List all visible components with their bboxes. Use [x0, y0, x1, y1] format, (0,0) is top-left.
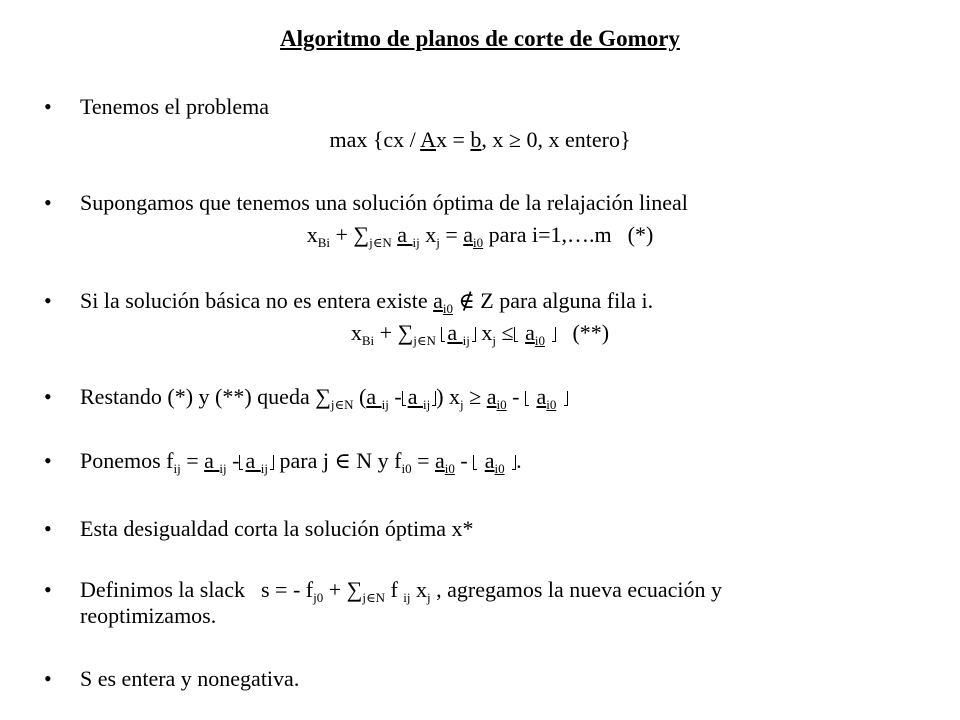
equation-starstar: $x_{Bi} + \sum_{j\in N}$ a $_{ij}$ $x_j \le a_{i0}$ (**) [350, 320, 610, 348]
bullet-dot: • [44, 448, 52, 473]
bullet-dot: • [44, 94, 52, 119]
bullet-text: Restando (*) y (**) queda $\sum_{j\in N}$ (a $_{ij}$ - a $_{ij}$ ) $x_j \ge a_{i0} - a_{i0}$ [80, 384, 568, 418]
bullet-dot: • [44, 288, 52, 313]
bullet-text: Ponemos $f_{ij} = a$ $_{ij}$ - a $_{ij}$ para j ∈ N y $f_{i0} = a_{i0} - a_{i0}$ . [80, 448, 522, 476]
problem-formula: max {cx / Ax = b, x ≥ 0, x entero} [329, 127, 631, 152]
bullet-text: Supongamos que tenemos una solución óptima de la relajación lineal [80, 190, 688, 215]
slide-title: Algoritmo de planos de corte de Gomory [280, 26, 680, 51]
equation-star: $x_{Bi} + \sum_{j\in N}$ a $_{ij}$ $x_j = a_{i0}$ para i=1,….m (*) [306, 222, 654, 250]
bullet-dot: • [44, 666, 52, 691]
bullet-text: Tenemos el problema [80, 94, 270, 119]
bullet-text: Definimos la slack s = - $f_{j0} + \sum_{j\in N}$ f $_{ij}$ $x_j$ , agregamos la nueva ecuación y [80, 577, 723, 605]
bullet-text: Si la solución básica no es entera existe $a_{i0}$ ∉ Z para alguna fila i. [80, 288, 654, 316]
bullet-dot: • [44, 516, 52, 541]
bullet-dot: • [44, 384, 52, 409]
bullet-text: S es entera y nonegativa. [80, 666, 300, 691]
bullet-text: reoptimizamos. [80, 603, 217, 628]
bullet-text: Esta desigualdad corta la solución óptima x* [80, 516, 474, 541]
bullet-dot: • [44, 190, 52, 215]
bullet-dot: • [44, 577, 52, 602]
